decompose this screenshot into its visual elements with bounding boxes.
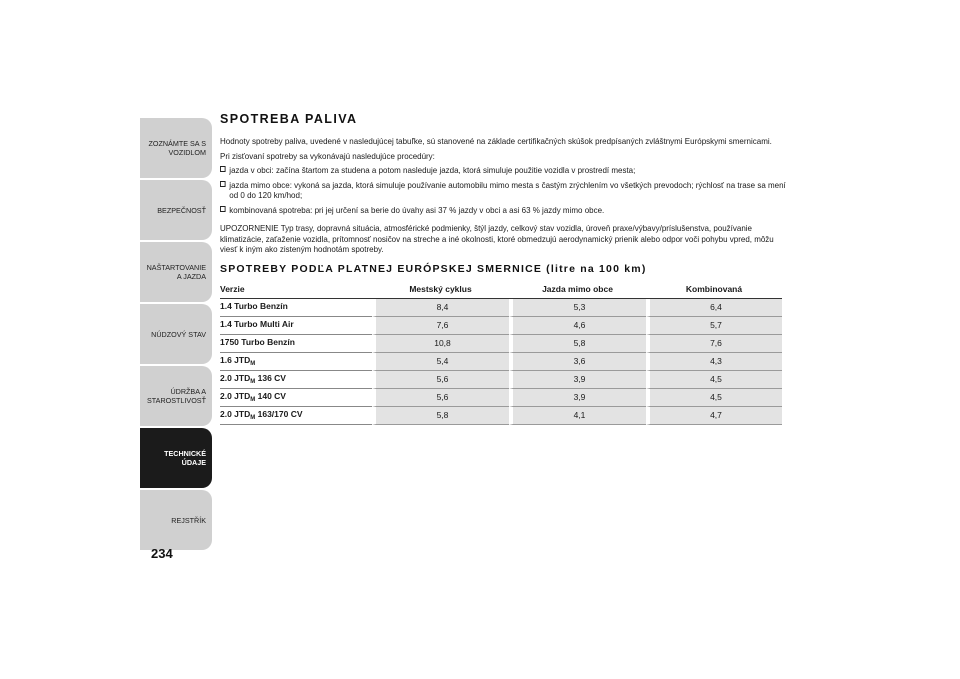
checkbox-bullet-icon [220,181,226,187]
tab-label: TECHNICKÉ ÚDAJE [164,449,206,467]
table-row [220,299,782,317]
warning-paragraph: UPOZORNENIE Typ trasy, dopravná situácia, atmosférické podmienky, štýl jazdy, celkový stav vozidla, úroveň praxe/výbavy/príslušenstva, používanie klimatizácie, zaťaženie vozidla, prítomnosť nosičov na streche a iné okolnosti, ktoré obmedzujú aerodynamický prienik alebo odpor voči pohybu vpred, môžu viesť k iným ako zisteným hodnotám spotreby. [220,223,774,254]
extra-urban-value: 4,6 [509,317,646,335]
urban-value: 5,6 [372,371,509,389]
table-title: SPOTREBY PODĽA PLATNEJ EURÓPSKEJ SMERNICE (litre na 100 km) [220,262,647,275]
combined-value: 7,6 [646,335,782,353]
tab-label: NÚDZOVÝ STAV [151,329,206,339]
intro-paragraph: Hodnoty spotreby paliva, uvedené v nasledujúcej tabuľke, sú stanovené na základe certifikačných skúšok predpísaných zvláštnymi Európskymi smernicami. [220,136,772,146]
checkbox-bullet-icon [220,206,226,212]
bullet-urban [220,165,789,176]
table-row [220,371,782,389]
bullet-text: kombinovaná spotreba: pri jej určení sa berie do úvahy asi 37 % jazdy v obci a asi 63 % jazdy mimo obce. [229,204,605,215]
combined-value: 5,7 [646,317,782,335]
table-row [220,335,782,353]
table-header-row [220,281,782,299]
urban-value: 10,8 [372,335,509,353]
extra-urban-value: 5,8 [509,335,646,353]
table-row [220,317,782,335]
tab-zoznamte-sa-s-vozidlom[interactable] [140,118,212,178]
tab-bezpecnost[interactable] [140,180,212,240]
urban-value: 5,6 [372,389,509,407]
combined-value: 4,7 [646,407,782,425]
tab-label: ZOZNÁMTE SA S VOZIDLOM [148,139,206,157]
main-content [220,112,786,425]
combined-value: 4,5 [646,371,782,389]
bullet-text: jazda mimo obce: vykoná sa jazda, ktorá simuluje používanie automobilu mimo mesta s častým zrýchlením vo všetkých prevodoch; rýchlosť na trase sa mení od 0 do 120 km/hod; [229,179,786,200]
tab-label: REJSTŘÍK [171,515,206,525]
combined-value: 4,5 [646,389,782,407]
extra-urban-value: 4,1 [509,407,646,425]
urban-value: 7,6 [372,317,509,335]
extra-urban-value: 3,9 [509,371,646,389]
version-cell: 2.0 $JTD_M$ 163/170 CV [220,407,372,425]
column-header-version: Verzie [220,281,372,299]
bullet-combined [220,205,789,216]
section-title: SPOTREBA PALIVA [220,112,358,126]
tab-label: ÚDRŽBA A STAROSTLIVOSŤ [147,387,206,405]
urban-value: 5,8 [372,407,509,425]
version-cell: 1750 Turbo Benzín [220,335,372,353]
table-row [220,353,782,371]
tab-label: NAŠTARTOVANIE A JAZDA [146,263,206,281]
extra-urban-value: 3,6 [509,353,646,371]
consumption-table [220,281,782,425]
version-cell: 2.0 $JTD_M$ 140 CV [220,389,372,407]
version-cell: 2.0 $JTD_M$ 136 CV [220,371,372,389]
urban-value: 5,4 [372,353,509,371]
tab-udrzba-a-starostlivost[interactable] [140,366,212,426]
procedures-intro: Pri zisťovaní spotreby sa vykonávajú nasledujúce procedúry: [220,150,435,161]
tab-label: BEZPEČNOSŤ [157,205,206,215]
version-cell: 1.6 $JTD_M$ [220,353,372,371]
combined-value: 4,3 [646,353,782,371]
column-header-extra-urban: Jazda mimo obce [509,281,646,299]
extra-urban-value: 5,3 [509,299,646,317]
extra-urban-value: 3,9 [509,389,646,407]
bullet-extra-urban [220,180,789,201]
column-header-combined: Kombinovaná [646,281,782,299]
checkbox-bullet-icon [220,166,226,172]
tab-nudzovy-stav[interactable] [140,304,212,364]
version-cell: 1.4 Turbo Multi Air [220,317,372,335]
combined-value: 6,4 [646,299,782,317]
column-header-urban: Mestský cyklus [372,281,509,299]
version-cell: 1.4 Turbo Benzín [220,299,372,317]
tab-rejstrik[interactable] [140,490,212,550]
table-row [220,407,782,425]
table-row [220,389,782,407]
urban-value: 8,4 [372,299,509,317]
tab-technicke-udaje[interactable] [140,428,212,488]
bullet-text: jazda v obci: začína štartom za studena a potom nasleduje jazda, ktorá simuluje použitie vozidla v prostredí mesta; [229,165,636,175]
page-number: 234 [151,546,173,561]
tab-nastartovanie-a-jazda[interactable] [140,242,212,302]
